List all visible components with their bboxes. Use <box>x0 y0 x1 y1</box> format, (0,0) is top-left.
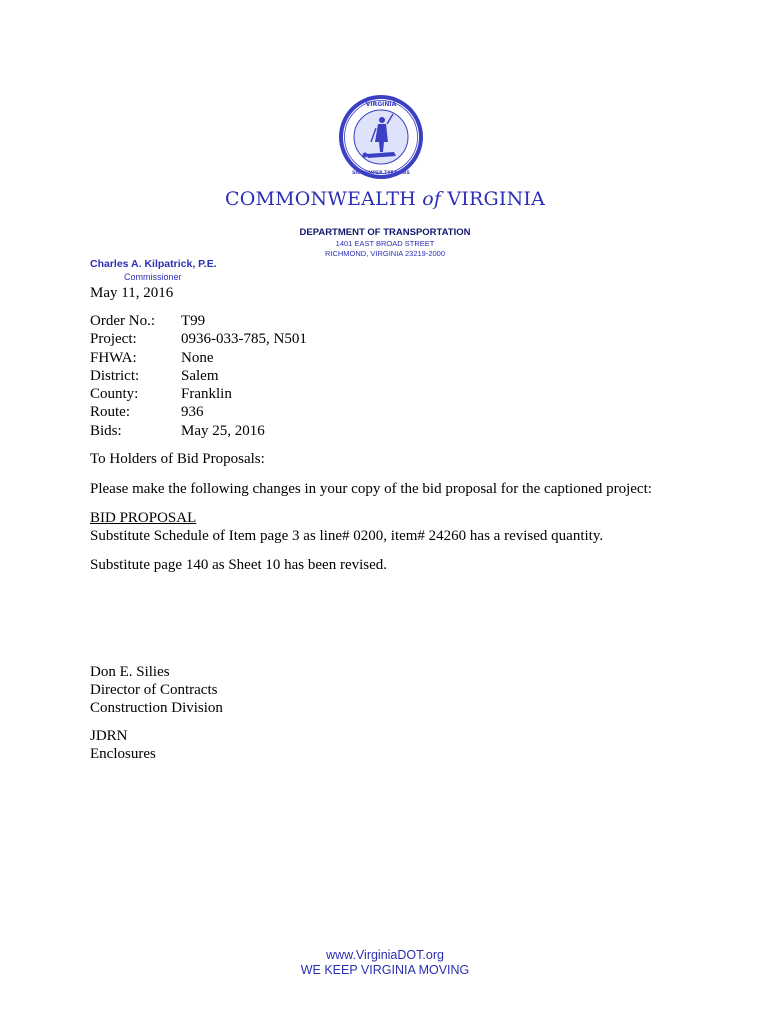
info-label: County: <box>90 386 139 403</box>
info-label: Bids: <box>90 422 122 439</box>
department-name: DEPARTMENT OF TRANSPORTATION <box>299 227 471 238</box>
commonwealth-part2: VIRGINIA <box>441 188 546 210</box>
info-row-county <box>90 385 307 403</box>
virginia-seal-icon <box>338 94 424 180</box>
letter-paragraph-3: Substitute page 140 as Sheet 10 has been revised. <box>90 557 388 573</box>
initials-block <box>90 727 156 763</box>
footer <box>0 948 770 978</box>
commonwealth-title <box>0 188 770 210</box>
enclosures-note: Enclosures <box>90 746 156 762</box>
commonwealth-part1: COMMONWEALTH <box>224 188 423 210</box>
info-row-order <box>90 312 307 330</box>
signer-name: Don E. Silies <box>90 664 170 680</box>
info-value: Franklin <box>181 386 232 403</box>
info-value: 936 <box>181 404 204 421</box>
department-block <box>260 226 510 259</box>
info-row-project <box>90 330 307 348</box>
commissioner-name: Charles A. Kilpatrick, P.E. <box>90 258 217 270</box>
info-row-route <box>90 403 307 421</box>
signer-division: Construction Division <box>90 700 223 716</box>
project-info-table <box>90 312 307 440</box>
info-label: District: <box>90 367 140 384</box>
info-row-fhwa <box>90 349 307 367</box>
letter-date: May 11, 2016 <box>90 285 174 301</box>
department-address-line1: 1401 EAST BROAD STREET <box>335 239 435 248</box>
typist-initials: JDRN <box>90 728 128 744</box>
commissioner-title: Commissioner <box>124 272 182 282</box>
info-value: None <box>181 349 214 366</box>
info-value: T99 <box>181 313 206 329</box>
commonwealth-of: of <box>422 188 442 210</box>
bid-proposal-heading: BID PROPOSAL <box>90 510 197 526</box>
info-value: 0936-033-785, N501 <box>181 331 307 348</box>
signature-block <box>90 663 223 717</box>
info-label: Order No.: <box>90 313 155 329</box>
info-value: May 25, 2016 <box>181 422 265 439</box>
footer-website-link[interactable]: www.VirginiaDOT.org <box>326 948 444 962</box>
seal-text-bottom: SIC SEMPER TYRANNIS <box>352 171 410 176</box>
letter-greeting: To Holders of Bid Proposals: <box>90 451 265 467</box>
info-value: Salem <box>181 367 219 384</box>
department-address-line2: RICHMOND, VIRGINIA 23219-2000 <box>324 249 446 258</box>
footer-slogan: WE KEEP VIRGINIA MOVING <box>300 963 470 977</box>
commissioner-block <box>90 257 217 283</box>
signer-title: Director of Contracts <box>90 682 218 698</box>
info-label: Route: <box>90 404 130 421</box>
seal-text-top: VIRGINIA <box>365 101 397 108</box>
info-row-bids <box>90 422 307 440</box>
info-row-district <box>90 367 307 385</box>
info-label: Project: <box>90 331 137 348</box>
info-label: FHWA: <box>90 349 137 366</box>
letter-paragraph-1: Please make the following changes in your copy of the bid proposal for the captioned project: <box>90 481 652 497</box>
letter-paragraph-2: Substitute Schedule of Item page 3 as line# 0200, item# 24260 has a revised quantity. <box>90 528 604 544</box>
